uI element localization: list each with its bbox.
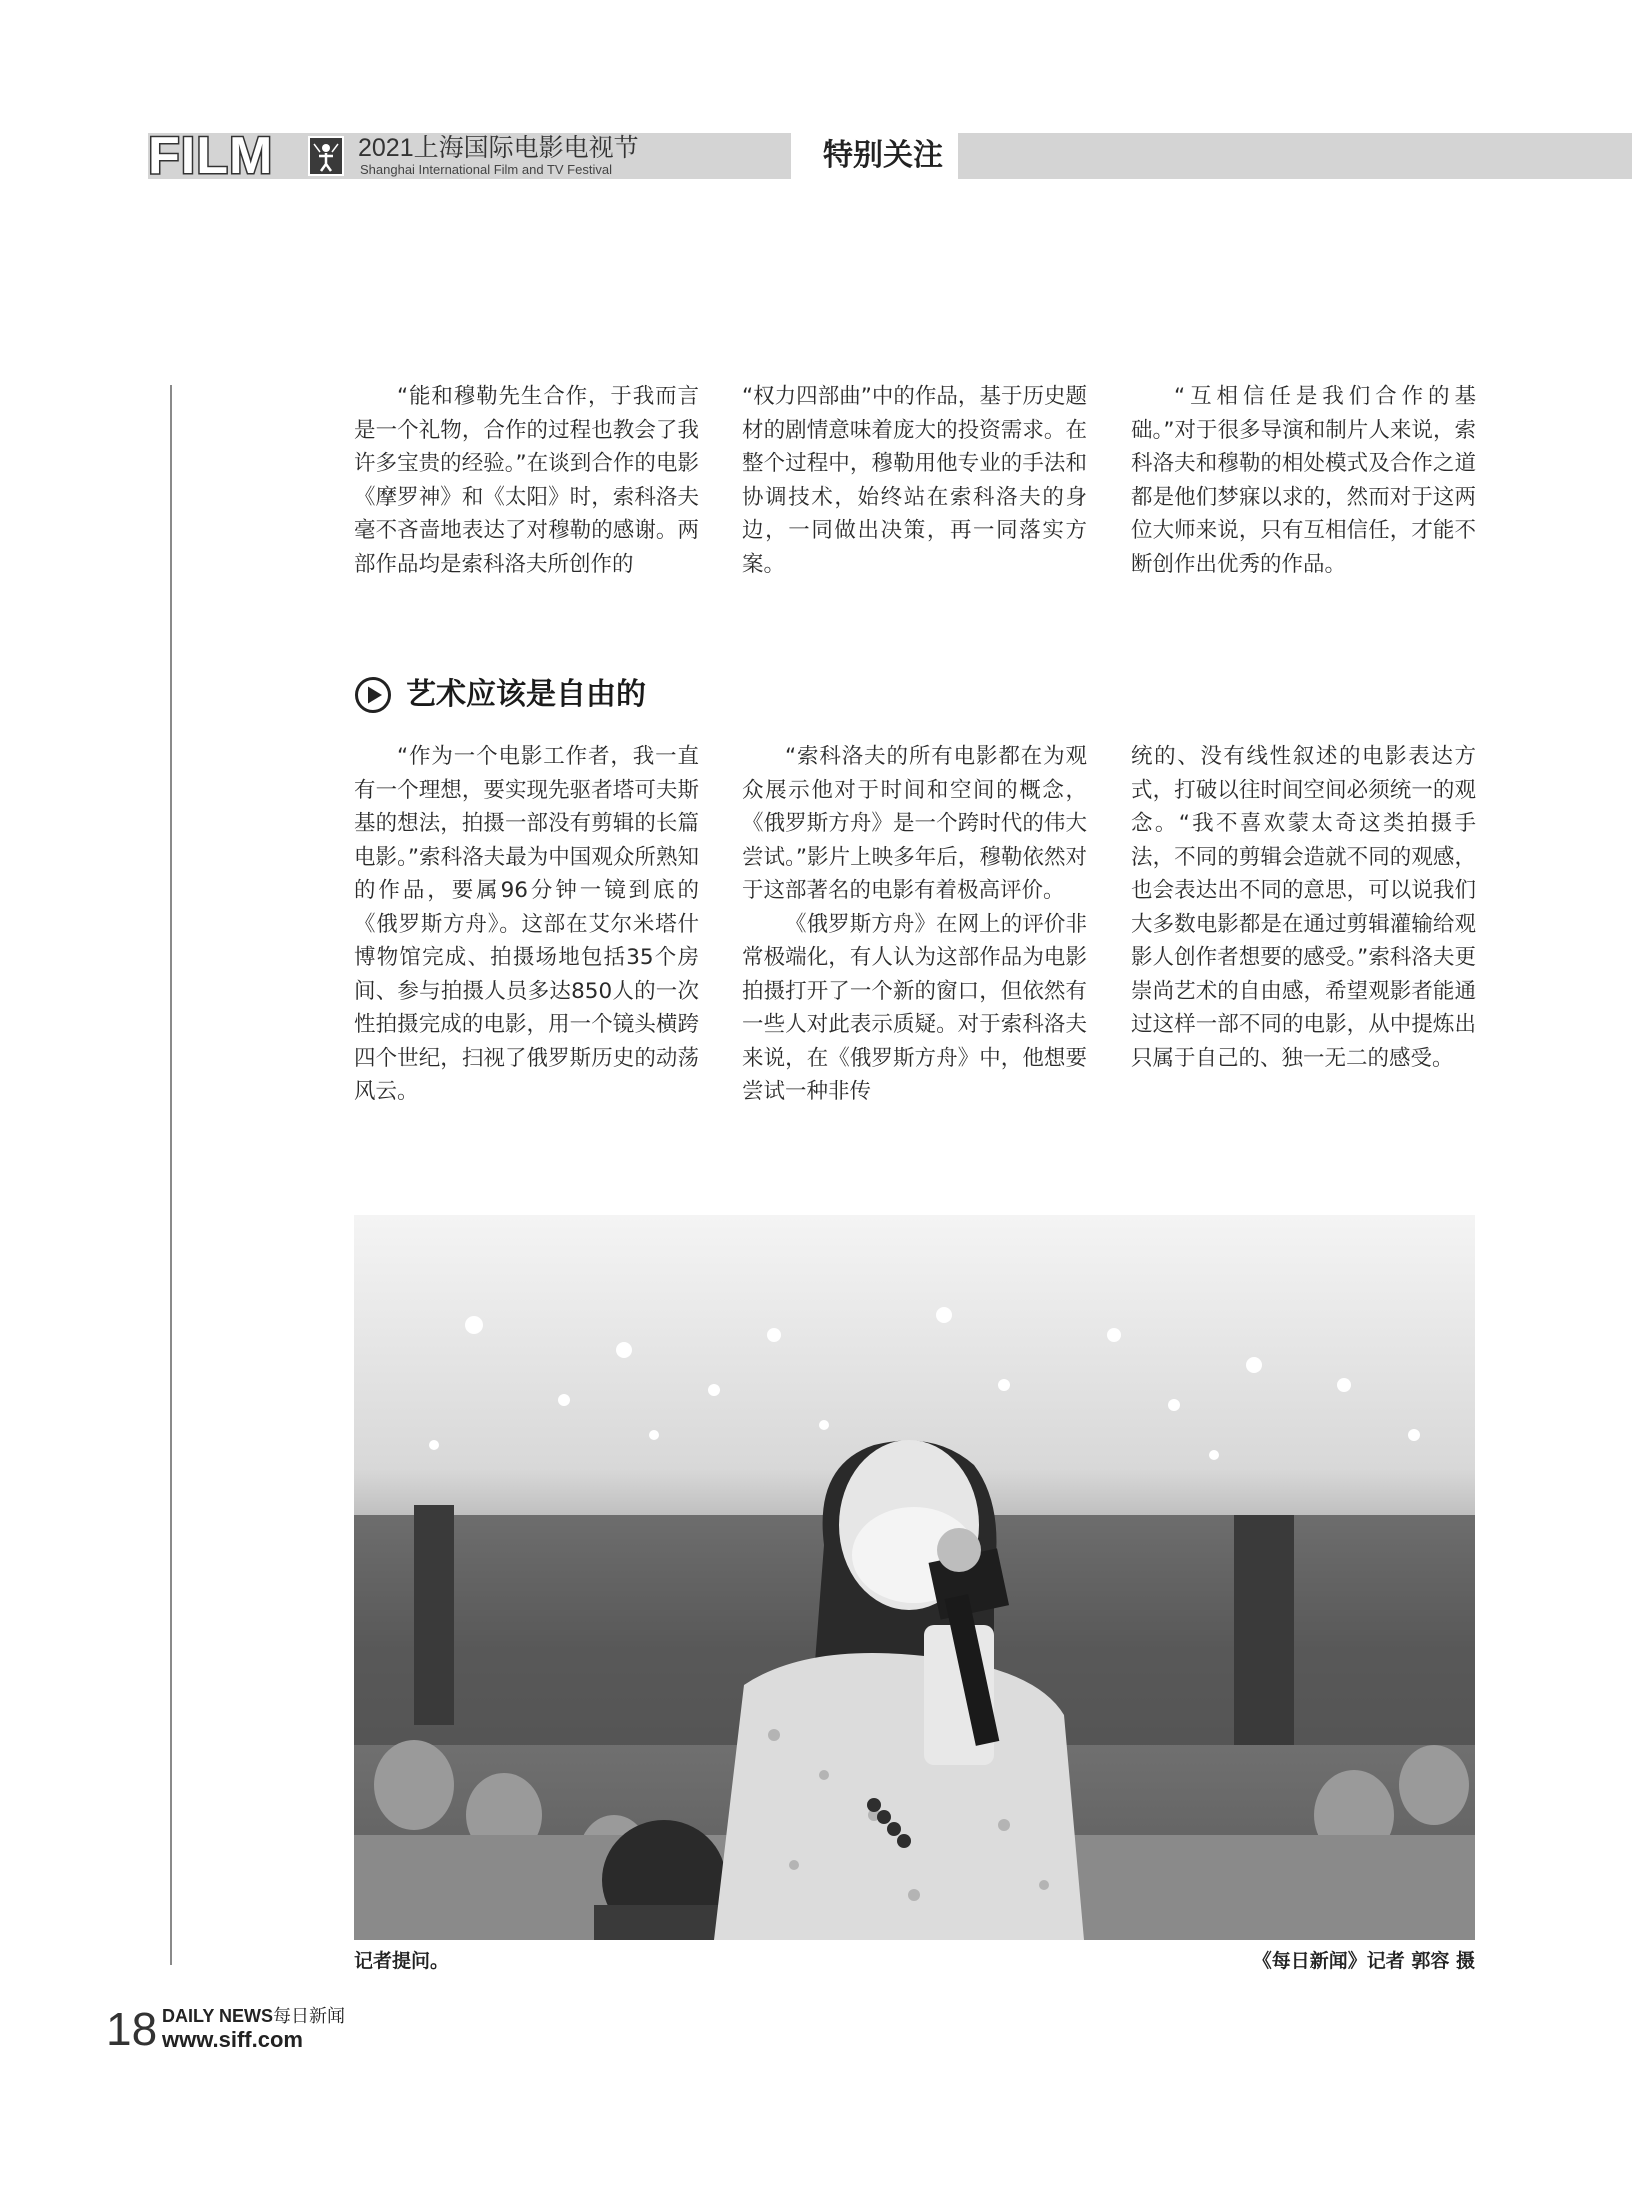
footer-brand-en: DAILY NEWS [162, 2006, 274, 2026]
footer-url[interactable]: www.siff.com [162, 2027, 303, 2052]
paragraph: “作为一个电影工作者，我一直有一个理想，要实现先驱者塔可夫斯基的想法，拍摄一部没有剪辑的长篇电影。”索科洛夫最为中国观众所熟知的作品，要属96分钟一镜到底的《俄罗斯方舟》。这部在艾尔米塔什博物馆完成、拍摄场地包括35个房间、参与拍摄人员多达850人的一次性拍摄完成的电影，用一个镜头横跨四个世纪，扫视了俄罗斯历史的动荡风云。 [354, 744, 699, 1104]
article-column-3-top [1131, 380, 1476, 581]
article-column-1-bottom [354, 740, 699, 1109]
header-gap [791, 133, 808, 179]
article-column-1-top [354, 380, 699, 581]
photo-caption: 记者提问。 [354, 1950, 450, 1972]
page-header [148, 127, 1632, 185]
page-number: 18 [106, 2003, 158, 2055]
footer-brand [162, 2005, 345, 2027]
header-band-right [958, 133, 1632, 179]
film-logo: FILM [148, 127, 274, 185]
festival-emblem-icon [308, 136, 344, 176]
left-margin-rule [170, 385, 172, 1965]
festival-title: 2021上海国际电影电视节 [358, 134, 639, 162]
article-column-2-top [742, 380, 1087, 581]
section-subheading [354, 670, 646, 720]
article-column-2-bottom [742, 740, 1087, 1109]
paragraph: “能和穆勒先生合作，于我而言是一个礼物，合作的过程也教会了我许多宝贵的经验。”在谈到合作的电影《摩罗神》和《太阳》时，索科洛夫毫不吝啬地表达了对穆勒的感谢。两部作品均是索科洛夫所创作的 [354, 384, 699, 577]
subheading-text: 艺术应该是自由的 [406, 677, 646, 712]
paragraph: “互相信任是我们合作的基础。”对于很多导演和制片人来说，索科洛夫和穆勒的相处模式及合作之道都是他们梦寐以求的，然而对于这两位大师来说，只有互相信任，才能不断创作出优秀的作品。 [1131, 384, 1476, 577]
paragraph: 《俄罗斯方舟》在网上的评价非常极端化，有人认为这部作品为电影拍摄打开了一个新的窗口，但依然有一些人对此表示质疑。对于索科洛夫来说，在《俄罗斯方舟》中，他想要尝试一种非传 [742, 911, 1087, 1104]
festival-subtitle: Shanghai International Film and TV Festival [360, 162, 612, 177]
paragraph: “权力四部曲”中的作品，基于历史题材的剧情意味着庞大的投资需求。在整个过程中，穆勒用他专业的手法和协调技术，始终站在索科洛夫的身边，一同做出决策，再一同落实方案。 [742, 384, 1087, 577]
paragraph: “索科洛夫的所有电影都在为观众展示他对于时间和空间的概念，《俄罗斯方舟》是一个跨时代的伟大尝试。”影片上映多年后，穆勒依然对于这部著名的电影有着极高评价。 [742, 744, 1087, 903]
footer-brand-cn: 每日新闻 [273, 2006, 346, 2026]
play-circle-icon [354, 676, 392, 714]
article-column-3-bottom [1131, 740, 1476, 1075]
header-band-left [148, 127, 791, 185]
section-label: 特别关注 [808, 133, 958, 179]
press-conference-photo [354, 1215, 1475, 1940]
photo-credit: 《每日新闻》记者 郭容 摄 [1252, 1950, 1475, 1972]
paragraph: 统的、没有线性叙述的电影表达方式，打破以往时间空间必须统一的观念。“我不喜欢蒙太奇这类拍摄手法，不同的剪辑会造就不同的观感，也会表达出不同的意思，可以说我们大多数电影都是在通过剪辑灌输给观影人创作者想要的感受。”索科洛夫更崇尚艺术的自由感，希望观影者能通过这样一部不同的电影，从中提炼出只属于自己的、独一无二的感受。 [1131, 744, 1476, 1071]
